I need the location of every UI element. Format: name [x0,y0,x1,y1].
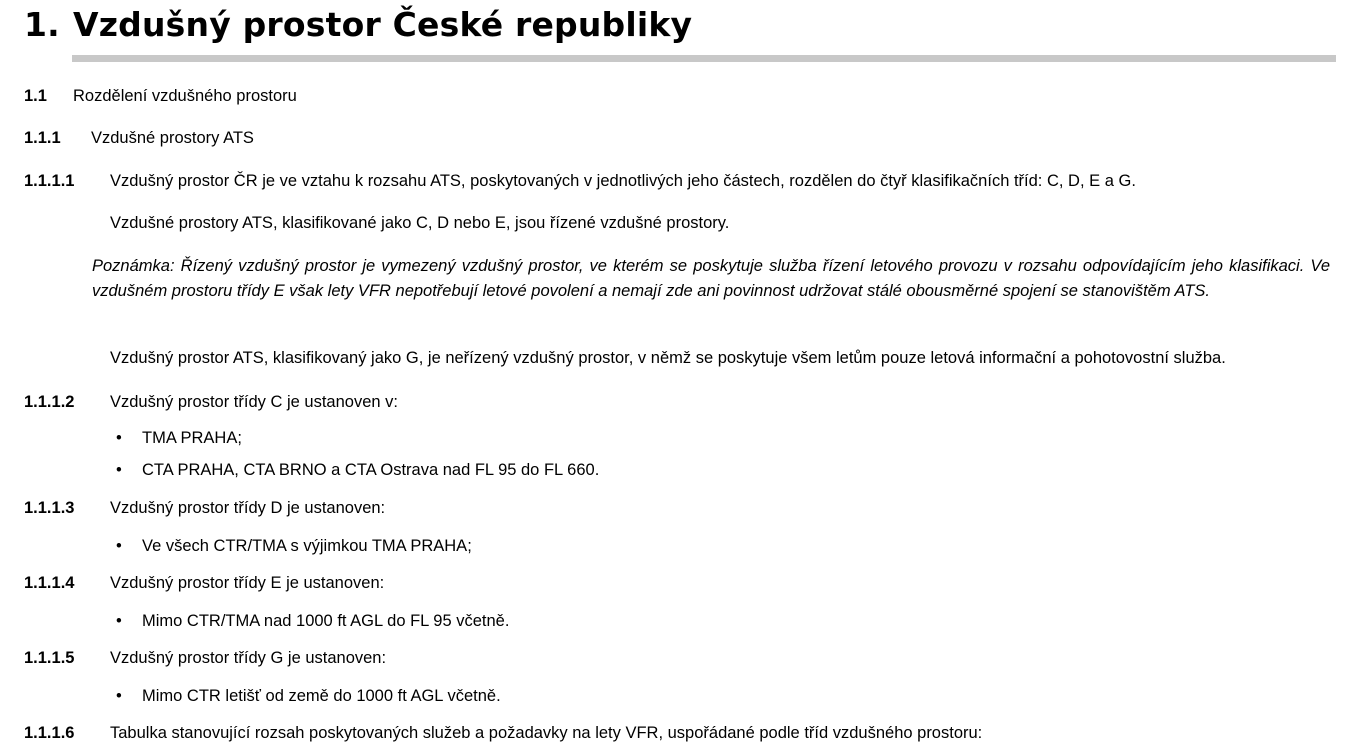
bullet-icon: • [116,537,122,555]
section-number: 1.1 [24,87,47,105]
section-number: 1.1.1.1 [24,172,75,190]
section-number: 1.1.1.5 [24,649,75,667]
heading-underline [72,55,1336,62]
bullet-icon: • [116,612,122,630]
section-text: Tabulka stanovující rozsah poskytovaných služeb a požadavky na lety VFR, uspořádané podle tříd vzdušného prostoru: [110,724,983,742]
bullet-icon: • [116,429,122,447]
section-text: Vzdušný prostor třídy C je ustanoven v: [110,393,398,411]
list-item-text: CTA PRAHA, CTA BRNO a CTA Ostrava nad FL 95 do FL 660. [142,461,600,479]
section-number: 1.1.1.6 [24,724,75,742]
section-text: Vzdušný prostor ČR je ve vztahu k rozsahu ATS, poskytovaných v jednotlivých jeho částech, rozdělen do čtyř klasifikačních tříd: C, D, E a G. [110,172,1136,190]
section-number: 1.1.1.4 [24,574,75,592]
section-text: Vzdušný prostor třídy D je ustanoven: [110,499,386,517]
bullet-icon: • [116,687,122,705]
note-paragraph: Poznámka: Řízený vzdušný prostor je vymezený vzdušný prostor, ve kterém se poskytuje služba řízení letového provozu v rozsahu odpovídajícím jeho klasifikaci. Ve vzdušném prostoru třídy E však lety VFR nepotřebují letové povolení a nemají zde ani povinnost udržovat stálé obousměrné spojení se stanovištěm ATS. [92,257,1330,300]
list-item-text: Mimo CTR letišť od země do 1000 ft AGL včetně. [142,687,501,705]
section-number: 1.1.1.2 [24,393,75,411]
section-text: Vzdušný prostor třídy G je ustanoven: [110,649,387,667]
section-number: 1.1.1.3 [24,499,75,517]
bullet-icon: • [116,461,122,479]
section-title: Vzdušné prostory ATS [91,129,254,147]
list-item-text: Mimo CTR/TMA nad 1000 ft AGL do FL 95 včetně. [142,612,510,630]
section-number: 1.1.1 [24,129,61,147]
list-item-text: TMA PRAHA; [142,429,242,447]
list-item-text: Ve všech CTR/TMA s výjimkou TMA PRAHA; [142,537,472,555]
chapter-number: 1. [24,5,60,44]
chapter-title: Vzdušný prostor České republiky [73,5,693,44]
section-title: Rozdělení vzdušného prostoru [73,87,297,105]
chapter-heading [24,2,692,48]
section-text: Vzdušný prostor třídy E je ustanoven: [110,574,385,592]
paragraph: Vzdušný prostor ATS, klasifikovaný jako G, je neřízený vzdušný prostor, v němž se poskytuje všem letům pouze letová informační a pohotovostní služba. [110,349,1226,367]
paragraph: Vzdušné prostory ATS, klasifikované jako C, D nebo E, jsou řízené vzdušné prostory. [110,214,730,232]
